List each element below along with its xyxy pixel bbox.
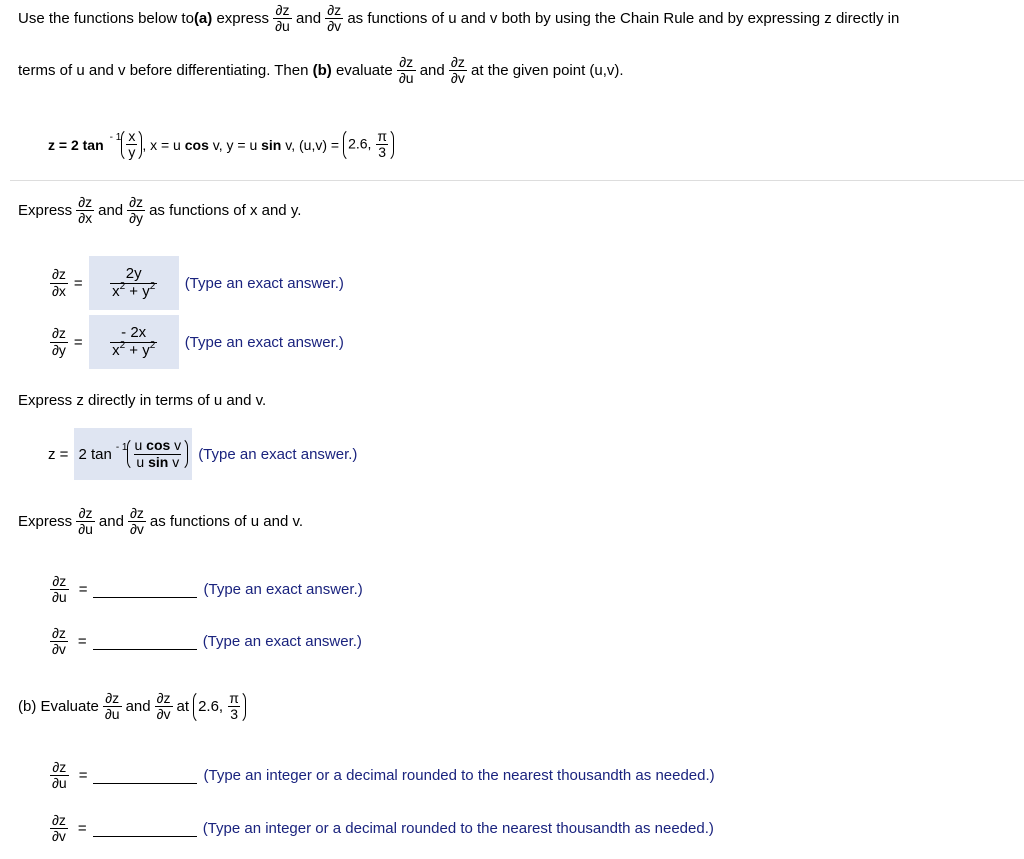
x-over-y-fraction: $\frac{x}{y}$ [128,128,136,161]
equals-sign: = [73,274,83,292]
pi-over-3-fraction: $\frac{\pi}{3}$ [377,128,387,161]
dz-du-fraction: $\frac{\partial z}{\partial u}$ [104,690,120,723]
point-paren [343,128,394,162]
prompt-text: and [98,202,124,220]
dz-du-fraction: $\frac{\partial z}{\partial u}$ [52,759,67,792]
dz-dy-fraction: $\frac{\partial z}{\partial y}$ [52,325,66,358]
prompt-text: at [176,698,190,716]
instruction-text: and [415,62,449,80]
hint-text: (Type an integer or a decimal rounded to the nearest thousandth as needed.) [203,767,715,785]
dz-dv-fraction: $\frac{\partial z}{\partial v}$ [156,690,171,723]
express-z-prompt: Express z directly in terms of u and v. [18,392,267,409]
dzdv-input[interactable] [93,633,197,650]
z-uv-fraction: $\frac{\text{u cos v}}{\text{u sin v}}$ [134,437,182,470]
part-b-label: (b) [312,62,332,80]
cos-keyword: cos [184,136,209,153]
point-u-value: 2.6, [198,697,224,715]
x-definition: , x = u [142,136,185,153]
dzdu-input[interactable] [93,581,197,598]
inverse-exponent: - 1 [109,132,122,144]
z-answer-row [48,428,357,480]
eval-dzdv-input[interactable] [93,820,197,837]
dzdy-answer-row [50,315,344,369]
instruction-text: Use the functions below to [18,10,194,28]
evaluate-prompt [18,690,246,724]
dz-dx-fraction: $\frac{\partial z}{\partial x}$ [52,266,66,299]
z-answer-box[interactable] [74,428,192,480]
equals-sign: = [78,581,88,599]
y-definition: v, y = u [208,136,262,153]
dz-du-fraction: $\frac{\partial z}{\partial u}$ [398,54,414,87]
point-definition: v, (u,v) = [281,136,340,153]
instruction-text: evaluate [331,62,397,80]
part-a-label: (a) [193,10,213,28]
equals-sign: = [73,333,83,351]
express-xy-prompt [18,195,301,227]
instruction-text: express [212,10,274,28]
dz-dv-fraction: $\frac{\partial z}{\partial v}$ [450,54,465,87]
dz-dv-fraction: $\frac{\partial z}{\partial v}$ [52,812,66,845]
prompt-text: as functions of u and v. [149,513,304,531]
express-uv-prompt [18,506,303,538]
instruction-text: and [291,10,326,28]
prompt-text: and [125,698,151,716]
dz-dv-fraction: $\frac{\partial z}{\partial v}$ [327,2,342,35]
tan-text: 2 tan [78,445,112,463]
dz-du-fraction: $\frac{\partial z}{\partial u}$ [52,573,67,606]
dzdu-answer-row [50,574,363,606]
dz-du-fraction: $\frac{\partial z}{\partial u}$ [275,2,290,35]
dz-dv-fraction: $\frac{\partial z}{\partial v}$ [52,625,66,658]
section-divider [10,180,1024,181]
instruction-text: terms of u and v before differentiating. Then [18,62,313,80]
dzdy-answer: $\frac{- 2x}{x^2 + y^2}$ [112,324,156,359]
prompt-text: as functions of x and y. [149,202,302,220]
dz-dv-fraction: $\frac{\partial z}{\partial v}$ [129,505,144,538]
point-u-value: 2.6, [348,135,372,152]
hint-text: (Type an exact answer.) [202,633,362,651]
equals-sign: = [78,767,88,785]
z-definition: z = 2 tan [48,136,104,153]
given-functions [48,128,394,162]
dzdx-answer-box[interactable] [89,256,179,310]
prompt-text: Express [18,513,73,531]
hint-text: (Type an exact answer.) [184,274,344,292]
dz-dx-fraction: $\frac{\partial z}{\partial x}$ [78,194,93,227]
eval-dzdv-row [50,813,714,845]
dz-dy-fraction: $\frac{\partial z}{\partial y}$ [129,194,144,227]
instruction-text: at the given point (u,v). [466,62,624,80]
instruction-line-1 [18,3,899,35]
hint-text: (Type an exact answer.) [184,333,344,351]
z-lhs: z = [48,445,69,463]
sin-keyword: sin [261,136,282,153]
dz-du-fraction: $\frac{\partial z}{\partial u}$ [78,505,93,538]
dzdy-answer-box[interactable] [89,315,179,369]
pi-over-3-fraction: $\frac{\pi}{3}$ [229,690,239,723]
dzdx-answer: $\frac{2y}{x^2 + y^2}$ [112,265,156,300]
prompt-text: Express [18,202,73,220]
eval-dzdu-row [50,760,715,792]
hint-text: (Type an exact answer.) [203,581,363,599]
point-paren [193,690,246,724]
inverse-exponent: - 1 [115,441,128,453]
prompt-text: and [98,513,124,531]
instruction-line-2 [18,55,624,87]
eval-dzdu-input[interactable] [93,767,197,784]
hint-text: (Type an exact answer.) [198,445,358,463]
instruction-text: as functions of u and v both by using the Chain Rule and by expressing z directly in [343,10,900,28]
hint-text: (Type an integer or a decimal rounded to the nearest thousandth as needed.) [202,820,714,838]
dzdx-answer-row [50,256,344,310]
paren-group [121,128,142,162]
paren-group [127,437,188,471]
equals-sign: = [77,633,87,651]
equals-sign: = [77,820,87,838]
prompt-text: (b) Evaluate [18,698,99,716]
dzdv-answer-row [50,626,362,658]
